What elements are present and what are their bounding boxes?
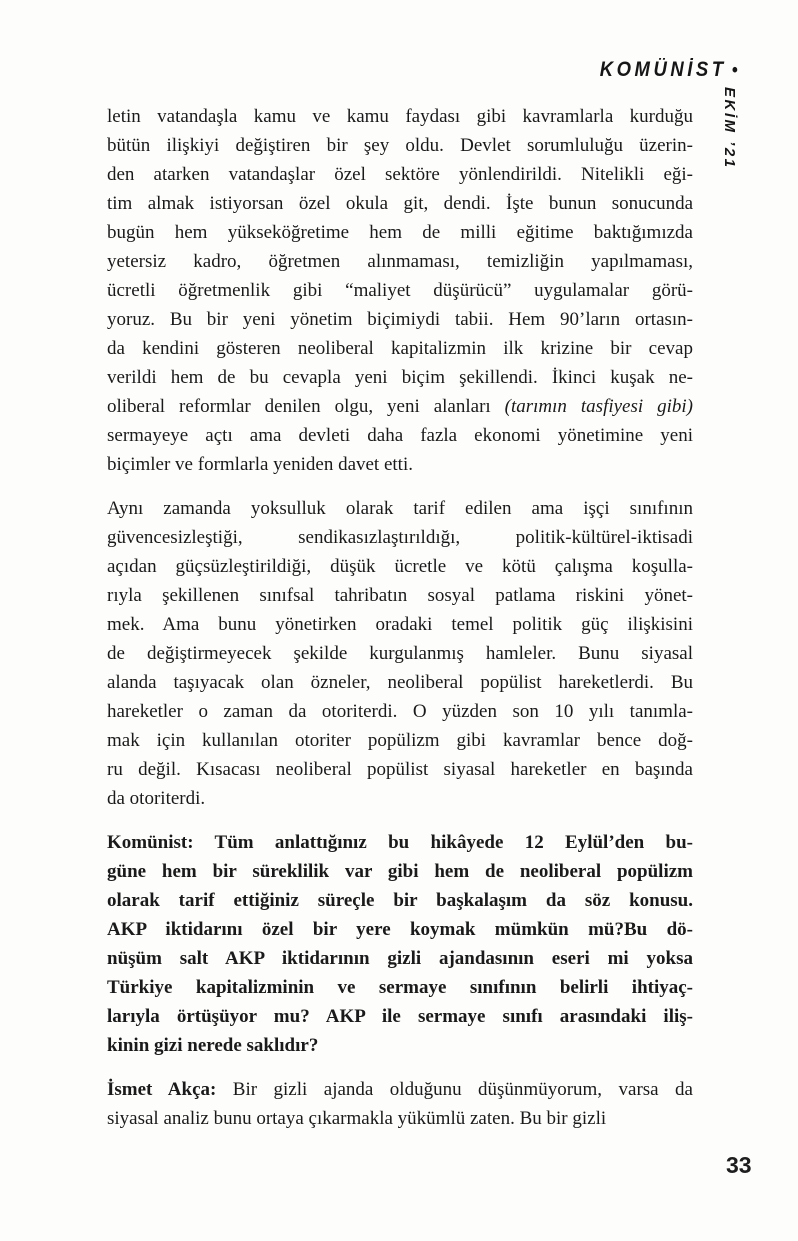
text-line: olarak tarif ettiğiniz süreçle bir başkalaşım da söz konusu. [107,890,693,911]
text-line: bütün ilişkiyi değiştiren bir şey oldu. Devlet sorumluluğu üzerin- [107,135,693,156]
masthead [600,58,738,82]
text-line: mek. Ama bunu yönetirken oradaki temel politik güç ilişkisini [107,614,693,635]
text-line: biçimler ve formlarla yeniden davet etti. [107,454,413,475]
text-line: hareketler o zaman da otoriterdi. O yüzden son 10 yılı tanımla- [107,701,693,722]
text-line: sermayeye açtı ama devleti daha fazla ekonomi yönetimine yeni [107,425,693,446]
text-line: AKP iktidarını özel bir yere koymak mümkün mü?Bu dö- [107,919,693,940]
paragraph [107,494,693,813]
text-line: İsmet Akça: Bir gizli ajanda olduğunu düşünmüyorum, varsa da [107,1079,693,1100]
text-line: açıdan güçsüzleştirildiği, düşük ücretle ve kötü çalışma koşulla- [107,556,693,577]
text-line: da otoriterdi. [107,788,206,809]
text-line: güvencesizleştiği, sendikasızlaştırıldığı, politik-kültürel-iktisadi [107,527,693,548]
text-line: nüşüm salt AKP iktidarının gizli ajandasının eseri mi yoksa [107,948,693,969]
text-line: letin vatandaşla kamu ve kamu faydası gibi kavramlarla kurduğu [107,106,693,127]
paragraph [107,102,693,479]
text-line: Aynı zamanda yoksulluk olarak tarif edilen ama işçi sınıfının [107,498,693,519]
text-line: ru değil. Kısacası neoliberal popülist siyasal hareketler en başında [107,759,693,780]
text-line: den atarken vatandaşlar özel sektöre yönlendirildi. Nitelikli eği- [107,164,693,185]
text-line: bugün hem yükseköğretime hem de milli eğitime baktığımızda [107,222,693,243]
text-line: rıyla şekillenen sınıfsal tahribatın sosyal patlama riskini yönet- [107,585,693,606]
text-line: de değiştirmeyecek şekilde kurgulanmış hamleler. Bunu siyasal [107,643,693,664]
text-line: larıyla örtüşüyor mu? AKP ile sermaye sınıfı arasındaki iliş- [107,1006,693,1027]
text-line: Komünist: Tüm anlattığınız bu hikâyede 12 Eylül’den bu- [107,832,693,853]
text-line: güne hem bir süreklilik var gibi hem de neoliberal popülizm [107,861,693,882]
text-line: yoruz. Bu bir yeni yönetim biçimiydi tabii. Hem 90’ların ortasın- [107,309,693,330]
masthead-bullet: • [732,60,738,81]
text-line: ücretli öğretmenlik gibi “maliyet düşürücü” uygulamalar görü- [107,280,693,301]
text-line: verildi hem de bu cevapla yeni biçim şekillendi. İkinci kuşak ne- [107,367,693,388]
text-line: Türkiye kapitalizminin ve sermaye sınıfının belirli ihtiyaç- [107,977,693,998]
body-text [107,102,693,1148]
text-line: oliberal reformlar denilen olgu, yeni alanları (tarımın tasfiyesi gibi) [107,396,693,417]
text-line: mak için kullanılan otoriter popülizm gibi kavramlar bence doğ- [107,730,693,751]
issue-label: EKİM ’21 [721,87,738,170]
paragraph [107,1075,693,1133]
text-line: yetersiz kadro, öğretmen alınmaması, temizliğin yapılmaması, [107,251,693,272]
paragraph [107,828,693,1060]
text-line: tim almak istiyorsan özel okula git, dendi. İşte bunun sonucunda [107,193,693,214]
page-number: 33 [726,1152,752,1178]
masthead-title: KOMÜNİST [600,58,727,81]
text-line: kinin gizi nerede saklıdır? [107,1035,319,1056]
text-line: da kendini gösteren neoliberal kapitalizmin ilk krizine bir cevap [107,338,693,359]
text-line: alanda taşıyacak olan özneler, neoliberal popülist hareketlerdi. Bu [107,672,693,693]
text-line: siyasal analiz bunu ortaya çıkarmakla yükümlü zaten. Bu bir gizli [107,1108,607,1129]
